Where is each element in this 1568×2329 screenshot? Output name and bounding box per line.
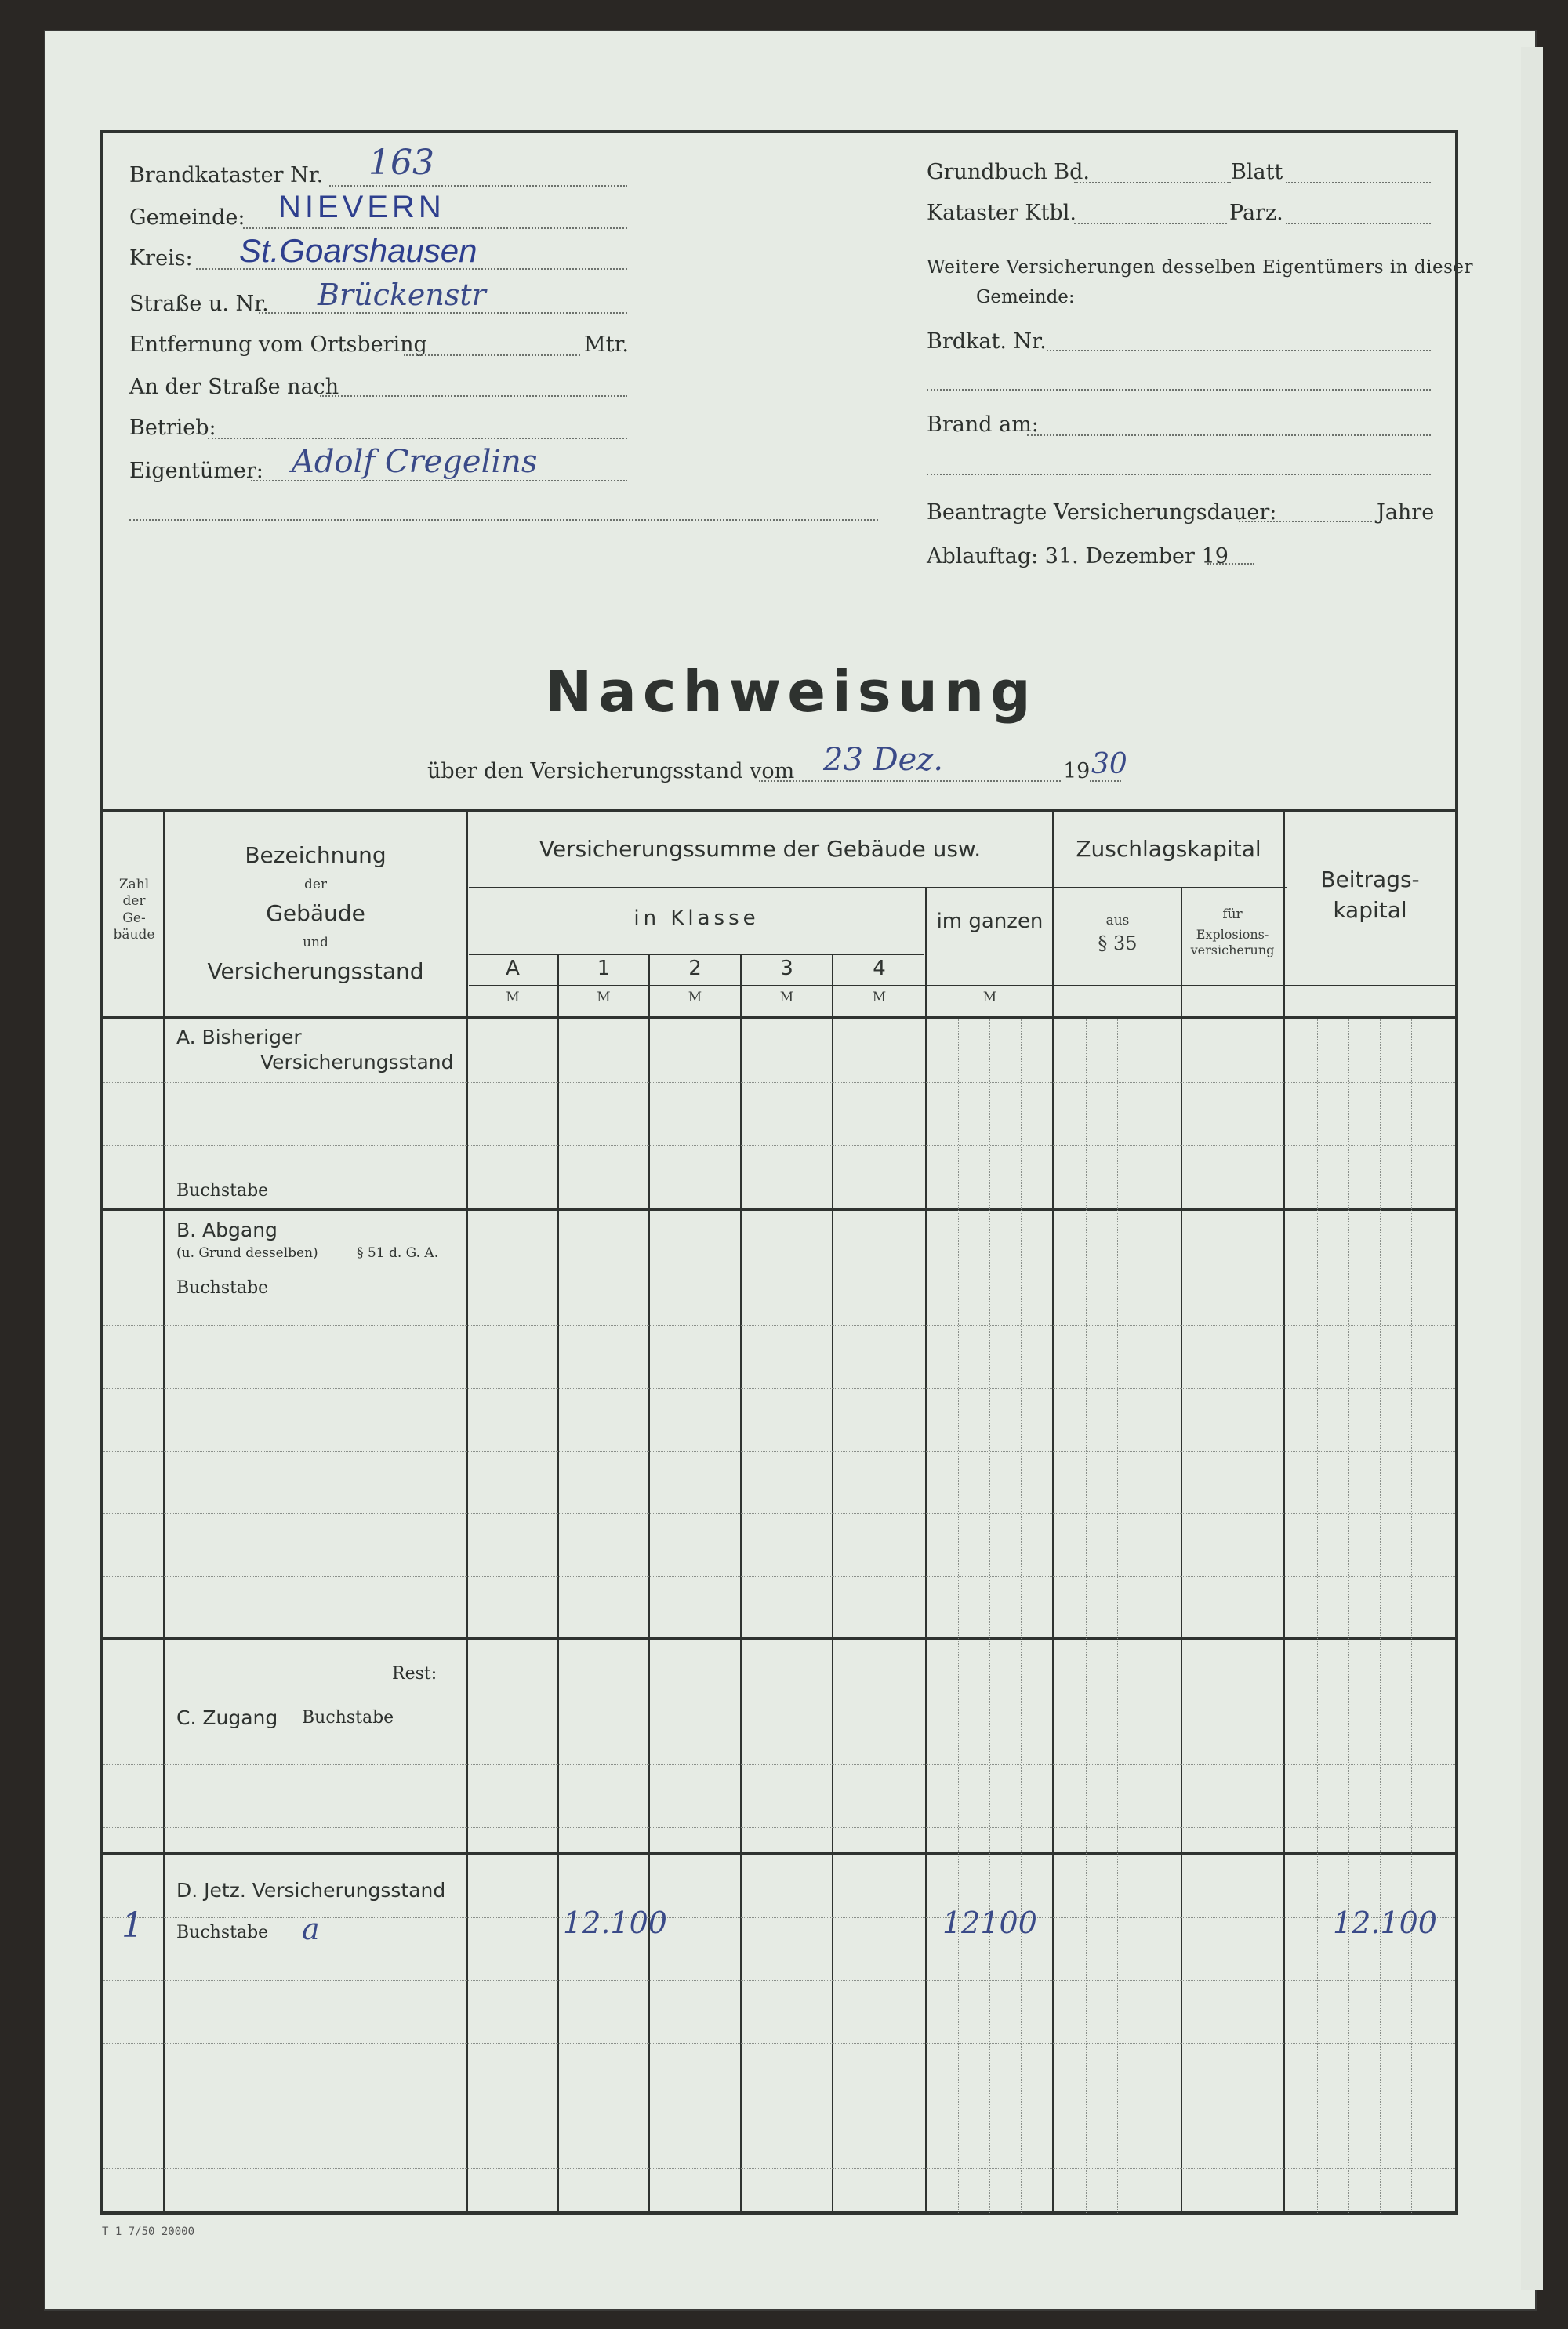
dauer-label: Beantragte Versicherungsdauer:	[927, 500, 1277, 525]
dotted-col	[1317, 1019, 1318, 2213]
section-c-buchstabe: Buchstabe	[302, 1708, 394, 1728]
strasse-value: Brückenstr	[318, 278, 486, 312]
header-bez-3: Gebäude	[266, 900, 365, 926]
header-bez-4: und	[303, 935, 328, 950]
header-bez-2: der	[303, 877, 328, 892]
header-vs-title: Versicherungssumme der Gebäude usw.	[539, 836, 982, 862]
dotted-col	[989, 1019, 990, 2213]
header-explosion: Explosions-versicherung	[1190, 927, 1275, 957]
blatt-label: Blatt	[1231, 160, 1283, 184]
section-d-title: D. Jetz. Versicherungsstand	[176, 1879, 446, 1902]
dotted-col	[958, 1019, 959, 2213]
table-top-line	[103, 809, 1455, 812]
header-m-ganzen: M	[982, 990, 997, 1005]
header-klasse-a: A	[506, 957, 520, 980]
header-m-2: M	[688, 990, 702, 1005]
section-b-line	[103, 1637, 1455, 1640]
section-b-buchstabe: Buchstabe	[176, 1278, 269, 1298]
header-m-4: M	[872, 990, 887, 1005]
header-bottom-line	[103, 1016, 1455, 1019]
klasse-line	[469, 954, 924, 955]
an-der-strasse-label: An der Straße nach	[129, 375, 339, 399]
section-a-title-1: A. Bisheriger	[176, 1026, 302, 1048]
section-a-line	[103, 1208, 1455, 1211]
col-zahl-line	[163, 809, 165, 2213]
header-im-ganzen: im ganzen	[936, 910, 1044, 933]
title-sub-label: über den Versicherungsstand vom	[427, 759, 795, 783]
col-explosion-line	[1283, 809, 1285, 2213]
dotted-row	[103, 1451, 1455, 1452]
entfernung-unit: Mtr.	[584, 332, 630, 357]
header-m-line	[469, 985, 1455, 986]
section-b-note: (u. Grund desselben)	[176, 1245, 318, 1261]
form-frame	[100, 130, 1458, 2215]
col-a-line	[557, 954, 559, 2213]
section-d-zahl-hand: 1	[122, 1906, 143, 1946]
header-beitrags: Beitrags-kapital	[1320, 867, 1420, 924]
dotted-row	[103, 1145, 1455, 1146]
dotted-row	[103, 1827, 1455, 1828]
kreis-stamp: St.Goarshausen	[239, 232, 477, 269]
weitere-line2: Gemeinde:	[976, 287, 1075, 307]
dotted-col	[1086, 1019, 1087, 2213]
col-ganzen-line	[1052, 809, 1054, 2213]
header-klasse-4: 4	[873, 957, 886, 980]
dotted-row	[103, 1576, 1455, 1577]
section-c-line	[103, 1852, 1455, 1855]
col-bez-line	[466, 809, 468, 2213]
header-m-a: M	[506, 990, 520, 1005]
header-m-3: M	[779, 990, 794, 1005]
dotted-row	[103, 2043, 1455, 2044]
section-a-buchstabe: Buchstabe	[176, 1181, 269, 1201]
dotted-row	[103, 1325, 1455, 1326]
brdkat-label: Brdkat. Nr.	[927, 329, 1047, 354]
dotted-row	[103, 1082, 1455, 1083]
eigentuemer-value: Adolf Cregelins	[292, 444, 538, 480]
dotted-col	[1411, 1019, 1412, 2213]
dotted-col	[1348, 1019, 1349, 2213]
dotted-col	[1021, 1019, 1022, 2213]
dotted-col	[1117, 1019, 1118, 2213]
brand-label: Brand am:	[927, 412, 1039, 437]
section-c-title: C. Zugang	[176, 1706, 278, 1729]
kreis-label: Kreis:	[129, 246, 193, 271]
dotted-row	[103, 1388, 1455, 1389]
header-aus: aus	[1105, 913, 1130, 928]
col-3-line	[832, 954, 833, 2213]
betrieb-label: Betrieb:	[129, 416, 216, 440]
col-2-line	[740, 954, 742, 2213]
header-zuschlag: Zuschlagskapital	[1076, 836, 1261, 862]
header-bez-5: Versicherungsstand	[207, 958, 424, 984]
gemeinde-stamp: NIEVERN	[278, 190, 445, 224]
dauer-unit: Jahre	[1377, 500, 1435, 525]
brandkataster-value: 163	[368, 143, 434, 183]
weitere-line1: Weitere Versicherungen desselben Eigentümers in dieser	[927, 257, 1473, 278]
dotted-row	[103, 2168, 1455, 2169]
section-a-title-2: Versicherungsstand	[260, 1051, 454, 1074]
header-fuer: für	[1222, 907, 1243, 922]
col-aus-line	[1181, 887, 1182, 2213]
section-b-ref: § 51 d. G. A.	[357, 1245, 439, 1261]
ablauf-label: Ablauftag: 31. Dezember 19	[927, 544, 1229, 569]
grundbuch-label: Grundbuch Bd.	[927, 160, 1091, 184]
strasse-label: Straße u. Nr.	[129, 292, 269, 316]
header-par35: § 35	[1098, 932, 1138, 954]
kataster-label: Kataster Ktbl.	[927, 201, 1076, 225]
dotted-row	[103, 1513, 1455, 1514]
section-d-buchstabe-hand: a	[302, 1912, 320, 1946]
print-code: T 1 7/50 20000	[102, 2225, 195, 2238]
title-year-printed: 19	[1063, 759, 1091, 783]
header-klasse-3: 3	[780, 957, 793, 980]
dotted-row	[103, 1980, 1455, 1981]
header-sub-line	[469, 887, 1287, 888]
entfernung-label: Entfernung vom Ortsbering	[129, 332, 427, 357]
section-b-title: B. Abgang	[176, 1219, 278, 1241]
header-m-1: M	[597, 990, 611, 1005]
section-d-beitrag-hand: 12.100	[1333, 1906, 1437, 1940]
section-d-klasse1-hand: 12.100	[563, 1906, 667, 1940]
parz-label: Parz.	[1229, 201, 1283, 225]
eigentuemer-label: Eigentümer:	[129, 459, 263, 483]
sheet-edge	[1521, 47, 1543, 2290]
header-klasse-1: 1	[597, 957, 611, 980]
title-year-hand: 30	[1091, 748, 1127, 780]
dotted-col	[1380, 1019, 1381, 2213]
brandkataster-label: Brandkataster Nr.	[129, 163, 324, 187]
col-1-line	[648, 954, 650, 2213]
col-4-line	[925, 887, 927, 2213]
section-d-buchstabe: Buchstabe	[176, 1923, 269, 1942]
title-date-hand: 23 Dez.	[823, 742, 944, 778]
header-bez-1: Bezeichnung	[245, 842, 387, 868]
gemeinde-label: Gemeinde:	[129, 205, 245, 230]
dotted-row	[103, 1764, 1455, 1765]
document-title: Nachweisung	[545, 659, 1037, 725]
header-in-klasse: in Klasse	[633, 907, 760, 930]
section-rest: Rest:	[392, 1664, 437, 1684]
header-zahl: Zahl der Ge-bäude	[113, 877, 155, 943]
header-klasse-2: 2	[688, 957, 702, 980]
section-d-ganzen-hand: 12100	[942, 1906, 1037, 1940]
